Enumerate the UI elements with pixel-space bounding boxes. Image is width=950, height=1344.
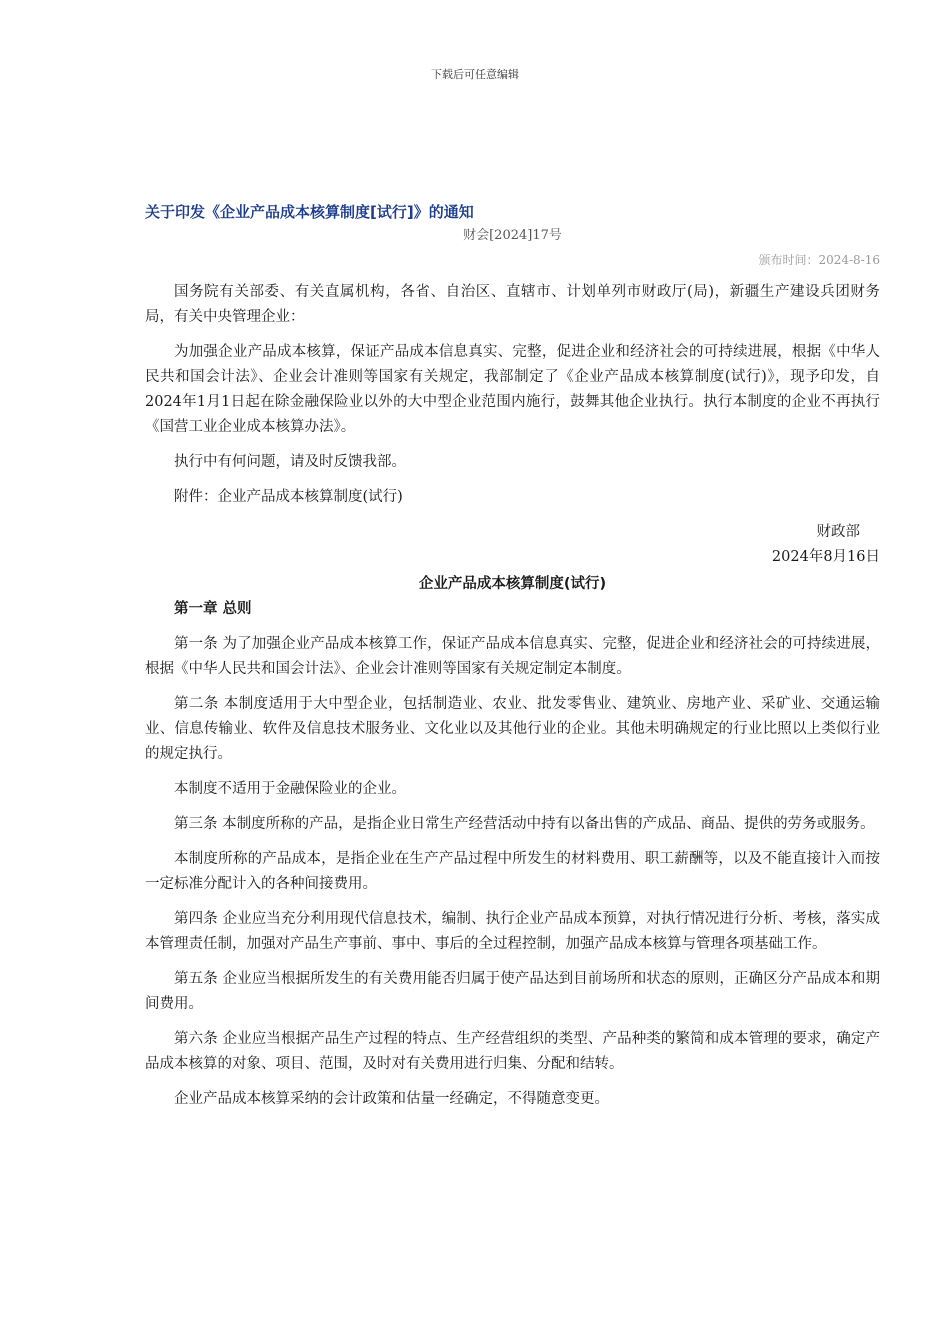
- article-paragraph: 第四条 企业应当充分利用现代信息技术，编制、执行企业产品成本预算，对执行情况进行分析、考核，落实成本管理责任制，加强对产品生产事前、事中、事后的全过程控制，加强产品成本核算与管理各项基础工作。: [145, 911, 880, 952]
- article-paragraph: 本制度不适用于金融保险业的企业。: [174, 781, 406, 797]
- chapter-title: 第一章 总则: [174, 601, 252, 617]
- notice-paragraph: 执行中有何问题，请及时反馈我部。: [174, 454, 406, 470]
- notice-attachment: 附件：企业产品成本核算制度(试行): [174, 489, 403, 505]
- article-paragraph: 第五条 企业应当根据所发生的有关费用能否归属于使产品达到目前场所和状态的原则，正确区分产品成本和期间费用。: [145, 971, 880, 1012]
- article-paragraph: 第一条 为了加强企业产品成本核算工作，保证产品成本信息真实、完整，促进企业和经济社会的可持续进展，根据《中华人民共和国会计法》、企业会计准则等国家有关规定制定本制度。: [145, 636, 880, 677]
- article-paragraph: 本制度所称的产品成本，是指企业在生产产品过程中所发生的材料费用、职工薪酬等，以及不能直接计入而按一定标准分配计入的各种间接费用。: [145, 851, 880, 892]
- signature-org: 财政部: [816, 524, 860, 540]
- notice-addressees: 国务院有关部委、有关直属机构，各省、自治区、直辖市、计划单列市财政厅(局)，新疆生产建设兵团财务局，有关中央管理企业：: [145, 284, 880, 325]
- notice-paragraph: 为加强企业产品成本核算，保证产品成本信息真实、完整，促进企业和经济社会的可持续进展，根据《中华人民共和国会计法》、企业会计准则等国家有关规定，我部制定了《企业产品成本核算制度(试行)》，现予印发，自2024年1月1日起在除金融保险业以外的大中型企业范围内施行，鼓舞其他企业执行。执行本制度的企业不再执行《国营工业企业成本核算办法》。: [145, 344, 880, 435]
- regulation-title: 企业产品成本核算制度(试行): [418, 576, 607, 592]
- notice-title: 关于印发《企业产品成本核算制度[试行]》的通知: [145, 203, 474, 221]
- signature-date: 2024年8月16日: [771, 549, 880, 565]
- header-note: 下载后可任意编辑: [431, 68, 519, 81]
- publish-date: 颁布时间：2024-8-16: [758, 253, 880, 267]
- article-paragraph: 第二条 本制度适用于大中型企业，包括制造业、农业、批发零售业、建筑业、房地产业、采矿业、交通运输业、信息传输业、软件及信息技术服务业、文化业以及其他行业的企业。其他未明确规定的行业比照以上类似行业的规定执行。: [145, 696, 880, 762]
- article-paragraph: 第六条 企业应当根据产品生产过程的特点、生产经营组织的类型、产品种类的繁简和成本管理的要求，确定产品成本核算的对象、项目、范围，及时对有关费用进行归集、分配和结转。: [145, 1031, 880, 1072]
- document-number: 财会[2024]17号: [463, 228, 562, 243]
- article-paragraph: 第三条 本制度所称的产品，是指企业日常生产经营活动中持有以备出售的产成品、商品、提供的劳务或服务。: [174, 816, 875, 832]
- document-body: [145, 200, 880, 1122]
- article-paragraph: 企业产品成本核算采纳的会计政策和估量一经确定，不得随意变更。: [174, 1091, 609, 1107]
